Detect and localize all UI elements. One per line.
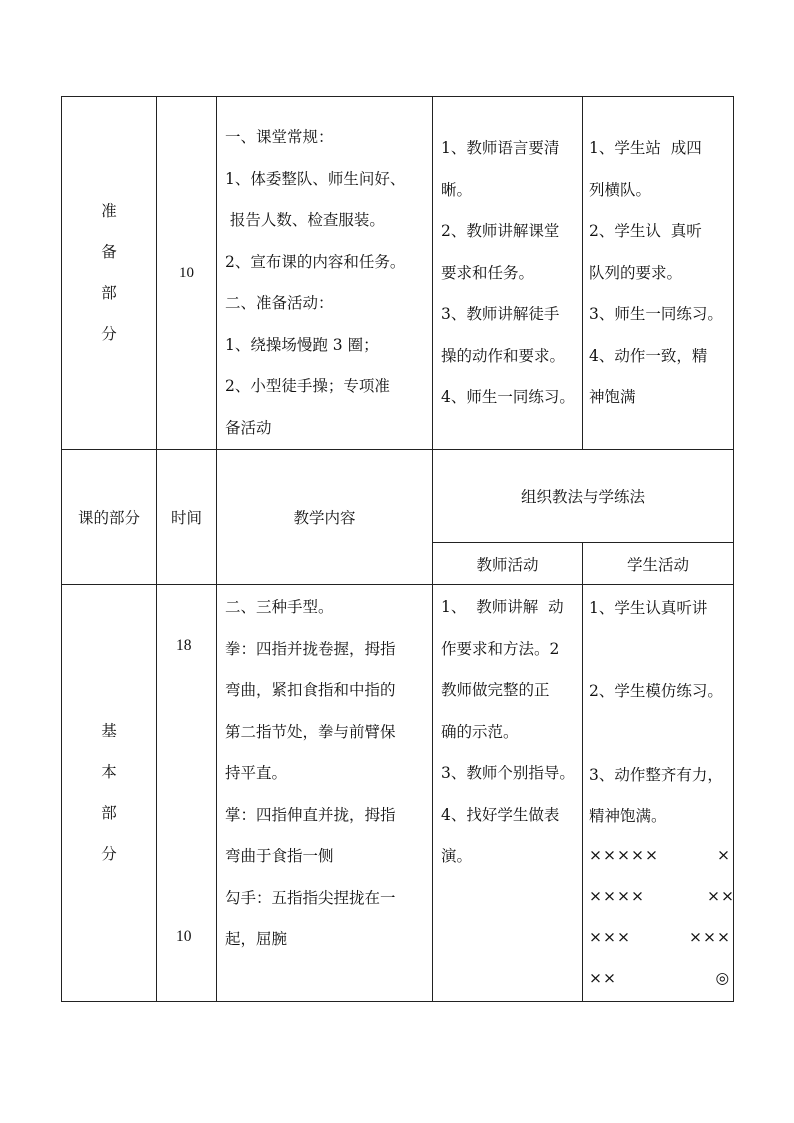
basic-row	[62, 585, 734, 1002]
basic-student-cell	[583, 585, 734, 1002]
basic-teacher-cell	[433, 585, 583, 1002]
basic-part-cell	[62, 585, 157, 1002]
prep-time: 10	[157, 97, 217, 450]
basic-part-label: 基 本 部 分	[101, 722, 117, 863]
prep-teacher: 1、教师语言要清 晰。 2、教师讲解课堂 要求和任务。 3、教师讲解徒手 操的动作和要求。 4、师生一同练习。	[441, 139, 575, 406]
prep-content-cell	[217, 97, 433, 450]
prep-part-label: 准 备 部 分	[101, 202, 117, 343]
formation-row-1a: ×××××	[589, 846, 659, 864]
prep-student: 1、学生站 成四 列横队。 2、学生认 真听 队列的要求。 3、师生一同练习。 4、动作一致，精 神饱满	[589, 139, 723, 406]
basic-content: 二、三种手型。 拳：四指并拢卷握，拇指 弯曲，紧扣食指和中指的 第二指节处，拳与前臂保 持平直。 掌：四指伸直并拢，拇指 弯曲于食指一侧 勾手：五指指尖捏拢在一 起，屈腕	[225, 598, 396, 948]
basic-content-cell	[217, 585, 433, 1002]
header-teacher: 教师活动	[433, 543, 583, 585]
prep-row	[62, 97, 734, 450]
header-part: 课的部分	[62, 450, 157, 585]
basic-time-cell	[157, 585, 217, 1002]
prep-part-cell	[62, 97, 157, 450]
basic-student-line4: 精神饱满。	[589, 807, 667, 825]
basic-time-1: 18	[176, 637, 192, 654]
prep-teacher-cell	[433, 97, 583, 450]
formation-row-2a: ××××	[589, 887, 645, 905]
prep-student-cell	[583, 97, 734, 450]
formation-row-4a: ××	[589, 969, 617, 987]
prep-content: 一、课堂常规： 1、体委整队、师生问好、 报告人数、检查服装。 2、宣布课的内容和任务。 二、准备活动： 1、绕操场慢跑 3 圈； 2、小型徒手操；专项准 备活动	[225, 128, 406, 437]
header-row	[62, 450, 734, 543]
formation-row-2b: ××	[707, 887, 735, 905]
teacher-position-mark: ◎	[715, 969, 729, 987]
basic-student-line3: 3、动作整齐有力，	[589, 766, 723, 784]
lesson-plan-table	[61, 96, 734, 1002]
header-student: 学生活动	[583, 543, 734, 585]
basic-student-line1: 1、学生认真听讲	[589, 599, 708, 617]
header-methods: 组织教法与学练法	[433, 450, 734, 543]
basic-time-2: 10	[176, 928, 192, 945]
header-time: 时间	[157, 450, 217, 585]
header-content: 教学内容	[217, 450, 433, 585]
basic-student-line2: 2、学生模仿练习。	[589, 682, 723, 700]
formation-row-3a: ×××	[589, 928, 631, 946]
formation-row-3b: ×××	[689, 928, 731, 946]
basic-teacher: 1、 教师讲解 动 作要求和方法。2 教师做完整的正 确的示范。 3、教师个别指导。 4、找好学生做表 演。	[441, 598, 575, 865]
formation-row-1b: ×	[717, 846, 731, 864]
